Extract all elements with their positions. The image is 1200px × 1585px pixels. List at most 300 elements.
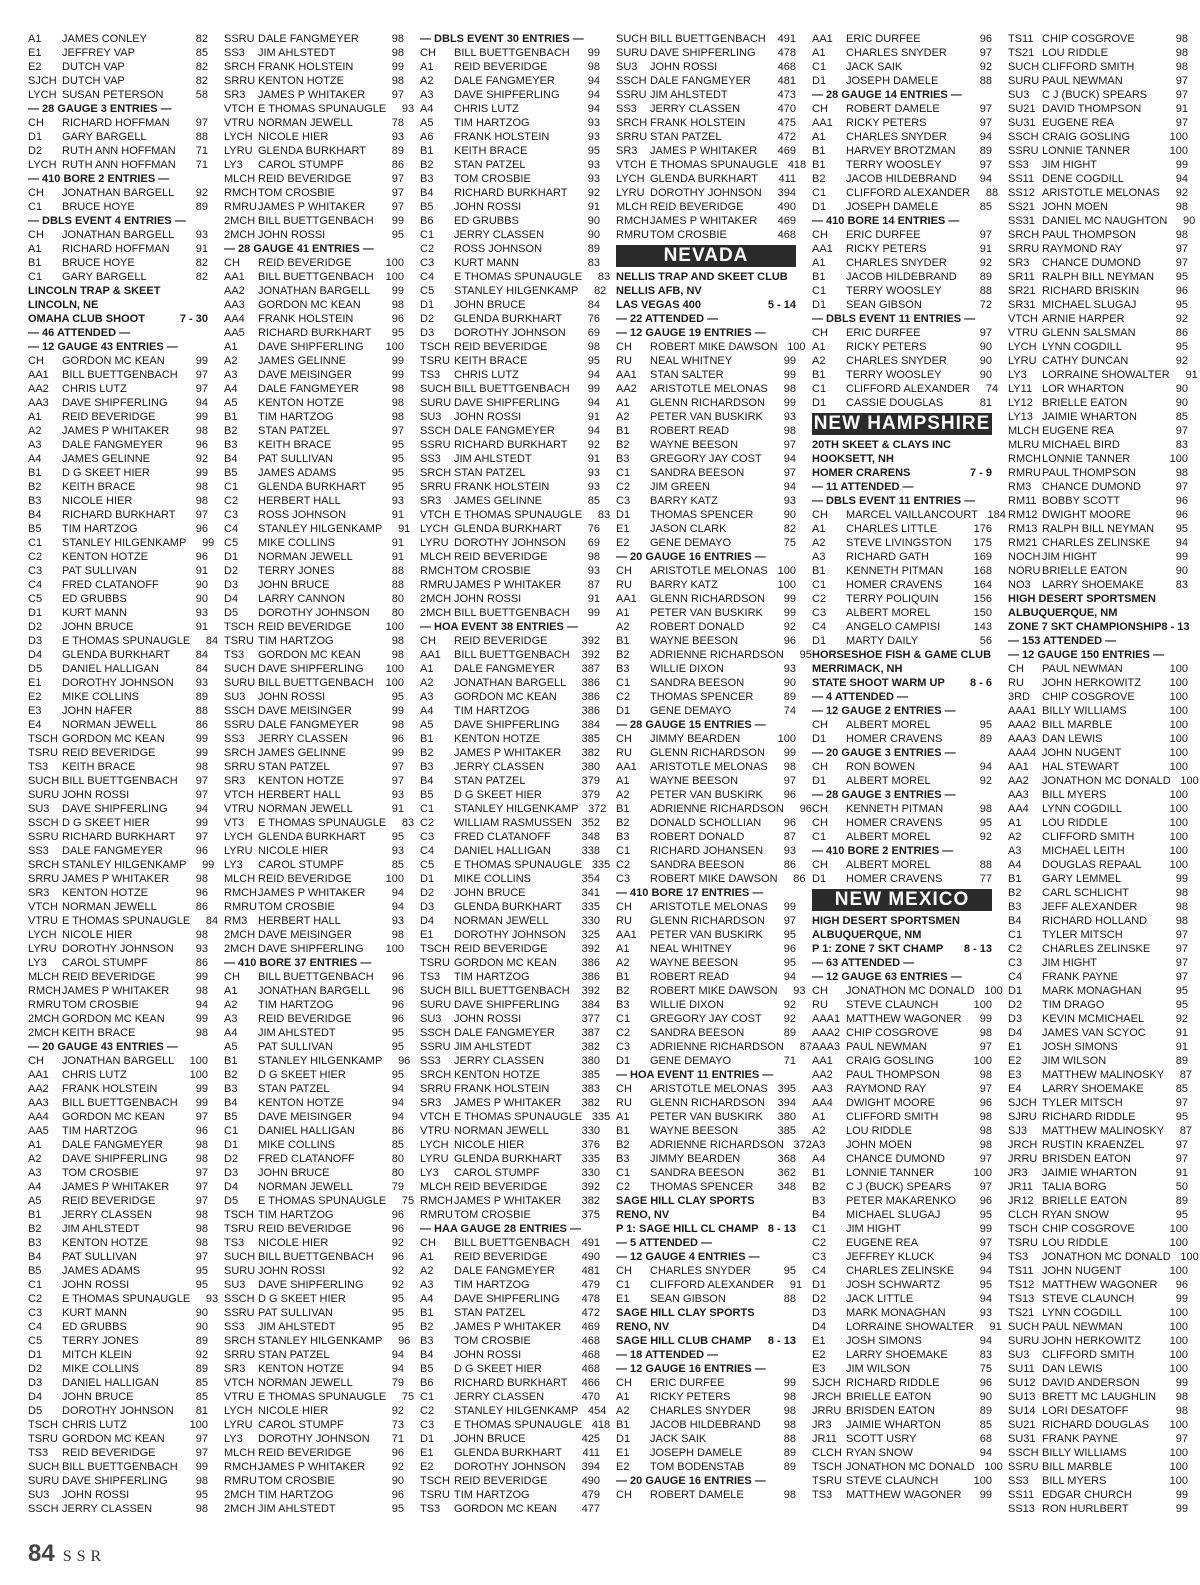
score: 472 xyxy=(777,131,796,143)
class-code: A1 xyxy=(1008,817,1022,829)
class-code: AAA3 xyxy=(812,1041,841,1053)
score: 91 xyxy=(587,593,600,605)
class-code: A1 xyxy=(616,607,630,619)
result-row xyxy=(420,942,600,956)
class-code: A2 xyxy=(224,999,238,1011)
score: 96 xyxy=(391,1013,404,1025)
heading-text: RENO, NV xyxy=(616,1321,670,1333)
section-heading xyxy=(812,312,992,326)
score: 91 xyxy=(587,453,600,465)
shooter-name: GLENN SALSMAN xyxy=(1042,327,1136,339)
result-row xyxy=(1008,1334,1188,1348)
result-row xyxy=(812,1362,992,1376)
class-code: B1 xyxy=(28,257,42,269)
shooter-name: MITCH KLEIN xyxy=(62,1349,132,1361)
score: 394 xyxy=(581,1461,600,1473)
shooter-name: CHRIS LUTZ xyxy=(454,103,519,115)
shooter-name: DOROTHY JOHNSON xyxy=(454,1461,566,1473)
score: 95 xyxy=(391,691,404,703)
shooter-name: SUSAN PETERSON xyxy=(62,89,164,101)
result-row xyxy=(812,1376,992,1390)
class-code: C4 xyxy=(224,523,239,535)
class-code: AAA2 xyxy=(812,1027,841,1039)
score: 97 xyxy=(195,1195,208,1207)
score: 386 xyxy=(581,971,600,983)
shooter-name: DAVE SHIPFERLING xyxy=(62,1153,168,1165)
score: 491 xyxy=(581,1237,600,1249)
shooter-name: KENNETH PITMAN xyxy=(846,803,944,815)
class-code: C1 xyxy=(812,1223,827,1235)
shooter-name: BRETT MC LAUGHLIN xyxy=(1042,1391,1157,1403)
result-row xyxy=(224,1320,404,1334)
score: 85 xyxy=(1175,1083,1188,1095)
class-code: AA1 xyxy=(1008,761,1029,773)
score: 473 xyxy=(777,89,796,101)
score: 150 xyxy=(973,607,992,619)
shooter-name: STANLEY HILGENKAMP xyxy=(258,523,383,535)
class-code: NORU xyxy=(1008,565,1041,577)
score: 92 xyxy=(979,831,992,843)
heading-text: — 153 ATTENDED — xyxy=(1008,635,1117,647)
score: 89 xyxy=(783,1027,796,1039)
result-row xyxy=(224,1110,404,1124)
score: 100 xyxy=(1169,663,1188,675)
score: 100 xyxy=(385,943,404,955)
shooter-name: STAN PATZEL xyxy=(454,775,526,787)
class-code: C2 xyxy=(616,859,631,871)
score: 99 xyxy=(202,859,215,871)
score: 97 xyxy=(195,789,208,801)
score: 97 xyxy=(391,187,404,199)
class-code: SS3 xyxy=(420,1055,441,1067)
class-code: VTCH xyxy=(28,901,58,913)
result-row xyxy=(420,1236,600,1250)
score: 92 xyxy=(195,453,208,465)
class-code: C4 xyxy=(812,621,827,633)
class-code: RMCH xyxy=(224,887,257,899)
shooter-name: JAIMIE WHARTON xyxy=(846,1419,941,1431)
result-row xyxy=(420,200,600,214)
shooter-name: JAMES GELINNE xyxy=(62,453,151,465)
shooter-name: EUGENE REA xyxy=(1042,117,1115,129)
class-code: SSRU xyxy=(224,33,255,45)
result-row xyxy=(616,704,796,718)
shooter-name: DUTCH VAP xyxy=(62,75,125,87)
shooter-name: KENTON HOTZE xyxy=(258,1097,344,1109)
score: 100 xyxy=(1169,1447,1188,1459)
shooter-name: DANIEL HALLIGAN xyxy=(62,663,159,675)
section-heading xyxy=(420,620,600,634)
class-code: VT3 xyxy=(224,817,245,829)
class-code: LYRU xyxy=(420,1153,449,1165)
class-code: B2 xyxy=(420,747,434,759)
class-code: B1 xyxy=(224,411,238,423)
shooter-name: CAROL STUMPF xyxy=(258,159,344,171)
class-code: SS3 xyxy=(224,47,245,59)
shooter-name: JOSH SIMONS xyxy=(846,1335,922,1347)
shooter-name: LONNIE TANNER xyxy=(1042,145,1131,157)
result-row xyxy=(1008,1404,1188,1418)
score: 84 xyxy=(205,635,219,647)
class-code: C2 xyxy=(420,243,435,255)
class-code: A2 xyxy=(28,1153,42,1165)
result-row xyxy=(28,942,208,956)
score: 100 xyxy=(1169,733,1188,745)
score: 95 xyxy=(391,1503,404,1515)
class-code: MLCH xyxy=(420,551,452,563)
score: 91 xyxy=(391,551,404,563)
score: 97 xyxy=(1175,243,1188,255)
shooter-name: JOHN BRUCE xyxy=(62,1391,134,1403)
score: 93 xyxy=(195,677,208,689)
result-row xyxy=(420,228,600,242)
class-code: D4 xyxy=(28,649,43,661)
class-code: B3 xyxy=(616,999,630,1011)
score: 96 xyxy=(391,999,404,1011)
shooter-name: JAMES P WHITAKER xyxy=(62,985,170,997)
result-row xyxy=(224,1348,404,1362)
shooter-name: STAN PATZEL xyxy=(258,1349,330,1361)
shooter-name: E THOMAS SPUNAUGLE xyxy=(454,859,583,871)
score: 454 xyxy=(587,1405,607,1417)
score: 77 xyxy=(979,873,992,885)
result-row xyxy=(616,60,796,74)
result-row xyxy=(420,1138,600,1152)
class-code: CLCH xyxy=(812,1447,842,1459)
result-row xyxy=(420,60,600,74)
class-code: TS3 xyxy=(1008,1251,1029,1263)
section-heading xyxy=(28,284,208,298)
class-code: D3 xyxy=(1008,1013,1023,1025)
score: 335 xyxy=(581,1153,600,1165)
class-code: C3 xyxy=(616,495,631,507)
class-code: SRRU xyxy=(28,873,60,885)
shooter-name: KENNETH PITMAN xyxy=(846,565,944,577)
class-code: B4 xyxy=(224,1097,238,1109)
shooter-name: DAVE MEISINGER xyxy=(258,929,352,941)
score: 99 xyxy=(391,747,404,759)
result-row xyxy=(1008,1096,1188,1110)
class-code: C1 xyxy=(28,201,43,213)
shooter-name: DAVE SHIPFERLING xyxy=(258,663,364,675)
score: 71 xyxy=(195,145,208,157)
class-code: VTCH xyxy=(224,789,254,801)
class-code: C3 xyxy=(28,565,43,577)
shooter-name: BILLY WILLIAMS xyxy=(1042,705,1127,717)
result-row xyxy=(812,1446,992,1460)
result-row xyxy=(616,340,806,354)
class-code: LY3 xyxy=(224,859,243,871)
class-code: B1 xyxy=(812,145,826,157)
class-code: SS3 xyxy=(420,453,441,465)
score: 98 xyxy=(783,383,796,395)
result-row xyxy=(28,1460,208,1474)
score: 96 xyxy=(391,1489,404,1501)
result-row xyxy=(420,1334,600,1348)
result-row xyxy=(28,788,208,802)
result-row xyxy=(1008,984,1188,998)
result-row xyxy=(616,1110,796,1124)
class-code: D2 xyxy=(28,145,43,157)
result-row xyxy=(224,228,404,242)
score: 89 xyxy=(979,145,992,157)
result-row xyxy=(420,928,600,942)
result-row xyxy=(224,130,404,144)
class-code: SU3 xyxy=(616,61,638,73)
shooter-name: RICHARD HOLLAND xyxy=(1042,915,1148,927)
class-code: E1 xyxy=(812,1335,826,1347)
shooter-name: JAMES P WHITAKER xyxy=(258,1461,366,1473)
class-code: B2 xyxy=(812,1181,826,1193)
shooter-name: DALE FANGMEYER xyxy=(454,1265,555,1277)
result-row xyxy=(420,1278,600,1292)
class-code: MLCH xyxy=(224,873,256,885)
score: 79 xyxy=(391,1377,404,1389)
result-row xyxy=(28,522,208,536)
shooter-name: DAVE SHIPFERLING xyxy=(454,1293,560,1305)
result-row xyxy=(1008,886,1188,900)
result-row xyxy=(812,200,992,214)
result-row xyxy=(28,1096,208,1110)
shooter-name: RAYMOND RAY xyxy=(846,1083,927,1095)
shooter-name: ANGELO CAMPISI xyxy=(846,621,941,633)
results-page xyxy=(28,32,1199,1532)
score: 100 xyxy=(189,1419,208,1431)
shooter-name: C J (BUCK) SPEARS xyxy=(1042,89,1148,101)
heading-text: — 410 BORE 14 ENTRIES — xyxy=(812,215,960,227)
shooter-name: LOR WHARTON xyxy=(1042,383,1125,395)
score: 88 xyxy=(979,859,992,871)
section-heading xyxy=(28,214,208,228)
result-row xyxy=(616,648,812,662)
heading-text: HIGH DESERT SPORTSMEN xyxy=(812,915,960,927)
shooter-name: ED GRUBBS xyxy=(62,593,127,605)
heading-text: 20TH SKEET & CLAYS INC xyxy=(812,439,951,451)
class-code: CH xyxy=(420,47,436,59)
shooter-name: GLENDA BURKHART xyxy=(454,1447,562,1459)
score: 95 xyxy=(391,1321,404,1333)
class-code: C5 xyxy=(28,593,43,605)
result-row xyxy=(1008,578,1188,592)
class-code: A1 xyxy=(812,523,826,535)
result-row xyxy=(812,1082,992,1096)
class-code: C1 xyxy=(616,1167,631,1179)
score: 91 xyxy=(398,523,411,535)
result-row xyxy=(28,564,208,578)
score: 96 xyxy=(1175,509,1188,521)
class-code: E3 xyxy=(1008,1069,1022,1081)
shooter-name: JOHN NUGENT xyxy=(1042,1265,1122,1277)
result-row xyxy=(28,550,208,564)
shooter-name: TOM CROSBIE xyxy=(258,1475,335,1487)
class-code: D3 xyxy=(224,579,239,591)
score: 348 xyxy=(581,831,600,843)
shooter-name: BRUCE HOYE xyxy=(62,257,135,269)
heading-text: P 1: ZONE 7 SKT CHAMP xyxy=(812,943,944,955)
result-row xyxy=(28,746,208,760)
score: 380 xyxy=(581,761,600,773)
shooter-name: JOHN BRUCE xyxy=(258,579,330,591)
result-row xyxy=(420,816,600,830)
shooter-name: GLENDA BURKHART xyxy=(62,649,170,661)
shooter-name: FRED CLATANOFF xyxy=(454,831,551,843)
result-row xyxy=(812,732,992,746)
score: 89 xyxy=(979,733,992,745)
result-row xyxy=(28,508,208,522)
result-row xyxy=(224,270,404,284)
score: 96 xyxy=(391,971,404,983)
shooter-name: DAVE SHIPFERLING xyxy=(258,341,364,353)
shooter-name: RON BOWEN xyxy=(846,761,916,773)
shooter-name: DOUGLAS REPAAL xyxy=(1042,859,1142,871)
result-row xyxy=(28,1110,208,1124)
result-row xyxy=(616,116,796,130)
class-code: C4 xyxy=(28,579,43,591)
score: 88 xyxy=(195,131,208,143)
class-code: VTCH xyxy=(1008,313,1038,325)
result-row xyxy=(1008,116,1188,130)
result-row xyxy=(420,858,611,872)
shooter-name: SCOTT USRY xyxy=(846,1433,917,1445)
class-code: SS3 xyxy=(1008,159,1029,171)
result-row xyxy=(616,410,796,424)
score: 91 xyxy=(587,201,600,213)
result-row xyxy=(1008,228,1188,242)
shooter-name: SEAN GIBSON xyxy=(650,1293,726,1305)
score: 93 xyxy=(587,131,600,143)
score: 99 xyxy=(979,1489,992,1501)
score: 90 xyxy=(195,579,208,591)
class-code: LY12 xyxy=(1008,397,1033,409)
shooter-name: TOM CROSBIE xyxy=(454,173,531,185)
shooter-name: D G SKEET HIER xyxy=(62,467,150,479)
class-code: B6 xyxy=(420,215,434,227)
result-row xyxy=(616,956,796,970)
shooter-name: NICOLE HIER xyxy=(258,845,329,857)
result-row xyxy=(420,466,600,480)
result-row xyxy=(616,872,806,886)
result-row xyxy=(28,774,208,788)
shooter-name: BILL MARBLE xyxy=(1042,719,1113,731)
class-code: D1 xyxy=(812,733,827,745)
class-code: LYRU xyxy=(224,145,253,157)
shooter-name: THOMAS SPENCER xyxy=(650,1181,754,1193)
class-code: A2 xyxy=(420,1265,434,1277)
shooter-name: HERBERT HALL xyxy=(258,915,341,927)
class-code: C2 xyxy=(28,551,43,563)
class-code: RMRU xyxy=(616,229,649,241)
class-code: D1 xyxy=(1008,985,1023,997)
score: 479 xyxy=(581,1279,600,1291)
class-code: A1 xyxy=(616,775,630,787)
result-row xyxy=(812,270,992,284)
class-code: C5 xyxy=(28,1335,43,1347)
result-row xyxy=(420,844,600,858)
score: 98 xyxy=(391,47,404,59)
score: 100 xyxy=(973,999,992,1011)
shooter-name: JAMES P WHITAKER xyxy=(650,215,758,227)
shooter-name: MARK MONAGHAN xyxy=(846,1307,946,1319)
score: 87 xyxy=(587,579,600,591)
result-row xyxy=(420,46,600,60)
class-code: A4 xyxy=(420,705,434,717)
result-row xyxy=(224,424,404,438)
result-row xyxy=(420,1320,600,1334)
result-row xyxy=(224,396,404,410)
class-code: E2 xyxy=(616,1461,630,1473)
score: 98 xyxy=(391,75,404,87)
result-row xyxy=(1008,690,1188,704)
result-row xyxy=(616,186,796,200)
result-row xyxy=(420,592,600,606)
class-code: AA2 xyxy=(812,1069,833,1081)
score: 99 xyxy=(1175,1377,1188,1389)
class-code: B5 xyxy=(420,1363,434,1375)
class-code: TSCH xyxy=(28,1419,58,1431)
result-row xyxy=(28,536,215,550)
score: 90 xyxy=(979,341,992,353)
score: 92 xyxy=(979,257,992,269)
score: 99 xyxy=(979,1223,992,1235)
shooter-name: BILL BUETTGENBACH xyxy=(650,33,766,45)
score: 156 xyxy=(973,593,992,605)
result-row xyxy=(28,1390,208,1404)
class-code: SRRU xyxy=(616,131,648,143)
score: 92 xyxy=(195,187,208,199)
shooter-name: TALIA BORG xyxy=(1042,1181,1107,1193)
shooter-name: CASSIE DOUGLAS xyxy=(846,397,944,409)
result-row xyxy=(28,1012,208,1026)
score: 99 xyxy=(783,397,796,409)
score: 394 xyxy=(777,1097,796,1109)
score: 98 xyxy=(1175,915,1188,927)
result-row xyxy=(420,872,600,886)
class-code: B3 xyxy=(616,663,630,675)
result-row xyxy=(616,942,796,956)
class-code: RMRU xyxy=(420,579,453,591)
class-code: C2 xyxy=(224,495,239,507)
result-row xyxy=(420,536,600,550)
class-code: E1 xyxy=(420,1447,434,1459)
result-row xyxy=(616,998,796,1012)
class-code: A1 xyxy=(420,1251,434,1263)
result-row xyxy=(28,1152,208,1166)
class-code: SR31 xyxy=(1008,299,1036,311)
shooter-name: WAYNE BEESON xyxy=(650,439,739,451)
shooter-name: REID BEVERIDGE xyxy=(454,1475,548,1487)
shooter-name: JEFFREY KLUCK xyxy=(846,1251,935,1263)
score: 99 xyxy=(783,593,796,605)
result-row xyxy=(616,732,796,746)
heading-text: — 12 GAUGE 19 ENTRIES — xyxy=(616,327,766,339)
shooter-name: CLIFFORD ALEXANDER xyxy=(846,187,971,199)
result-row xyxy=(224,914,404,928)
result-row xyxy=(420,74,600,88)
result-row xyxy=(420,354,600,368)
score: 98 xyxy=(1175,887,1188,899)
class-code: CH xyxy=(616,1083,632,1095)
result-row xyxy=(812,1166,992,1180)
result-row xyxy=(812,1040,992,1054)
result-row xyxy=(616,46,796,60)
score: 94 xyxy=(1175,537,1188,549)
class-code: CH xyxy=(28,187,44,199)
result-row xyxy=(420,1124,600,1138)
score: 95 xyxy=(391,229,404,241)
score: 95 xyxy=(1175,1111,1188,1123)
shooter-name: ROBERT READ xyxy=(650,971,730,983)
score: 91 xyxy=(587,411,600,423)
